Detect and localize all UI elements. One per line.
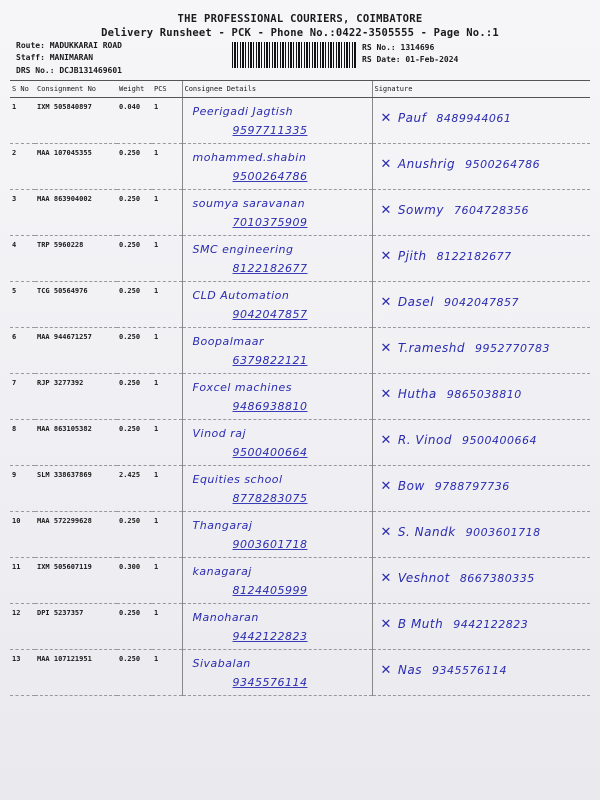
consignee-name: Vinod raj — [192, 427, 247, 440]
consignee-name: Thangaraj — [192, 519, 253, 532]
consignee-phone: 8778283075 — [232, 492, 308, 505]
drs-label: DRS No.: — [16, 66, 55, 75]
runsheet-title: Delivery Runsheet - PCK - Phone No.:0422-3505555 - Page No.:1 — [101, 27, 499, 39]
table-row — [10, 650, 590, 696]
cross-mark-icon: ✕ — [380, 203, 392, 218]
signature-scribble: Anushrig — [397, 157, 456, 171]
pcs-value: 1 — [152, 512, 182, 558]
weight-value: 0.250 — [117, 604, 152, 650]
consignee-name: Peerigadi Jagtish — [192, 105, 294, 118]
consignee-phone: 9003601718 — [232, 538, 308, 551]
signature-cell — [372, 512, 590, 558]
consignee-phone: 8124405999 — [232, 584, 308, 597]
rs-date-value: 01-Feb-2024 — [405, 55, 459, 64]
table-row — [10, 466, 590, 512]
serial-number: 5 — [10, 282, 35, 328]
cross-mark-icon: ✕ — [380, 295, 392, 310]
consignee-details — [182, 236, 372, 282]
consignee-phone: 8122182677 — [232, 262, 308, 275]
cross-mark-icon: ✕ — [380, 249, 392, 264]
pcs-value: 1 — [152, 558, 182, 604]
rs-no-line — [362, 43, 434, 52]
pcs-value: 1 — [152, 98, 182, 144]
signature — [381, 295, 589, 310]
signature — [381, 387, 589, 402]
consignee-details — [182, 420, 372, 466]
weight-value: 0.250 — [117, 282, 152, 328]
consignee-details — [182, 328, 372, 374]
consignee-name: Manoharan — [192, 611, 259, 624]
consignee-phone: 9042047857 — [232, 308, 308, 321]
consignee-details — [182, 190, 372, 236]
cross-mark-icon: ✕ — [380, 387, 392, 402]
receiver-phone: 8667380335 — [459, 572, 535, 585]
table-row — [10, 190, 590, 236]
consignee-details — [182, 558, 372, 604]
consignment-number: DPI 5237357 — [35, 604, 117, 650]
signature — [381, 571, 589, 586]
serial-number: 10 — [10, 512, 35, 558]
signature — [381, 157, 589, 172]
col-consignee-header: Consignee Details — [182, 81, 372, 98]
serial-number: 2 — [10, 144, 35, 190]
consignment-number: IXM 505607119 — [35, 558, 117, 604]
barcode-image — [232, 42, 356, 68]
signature — [381, 617, 589, 632]
pcs-value: 1 — [152, 282, 182, 328]
signature — [381, 203, 589, 218]
signature-scribble: Nas — [397, 663, 422, 677]
receiver-phone: 9865038810 — [446, 388, 522, 401]
table-body — [10, 98, 590, 696]
consignment-number: MAA 572299628 — [35, 512, 117, 558]
consignment-number: RJP 3277392 — [35, 374, 117, 420]
consignee-phone: 6379822121 — [232, 354, 308, 367]
consignee-name: soumya saravanan — [192, 197, 306, 210]
pcs-value: 1 — [152, 236, 182, 282]
consignment-number: MAA 107121951 — [35, 650, 117, 696]
pcs-value: 1 — [152, 466, 182, 512]
route-value: MADUKKARAI ROAD — [49, 41, 122, 50]
rs-no-label: RS No.: — [362, 43, 396, 52]
consignee-phone: 9486938810 — [232, 400, 308, 413]
rs-date-label: RS Date: — [362, 55, 401, 64]
table-row — [10, 282, 590, 328]
staff-line — [16, 53, 93, 62]
signature — [381, 111, 589, 126]
consignee-name: Foxcel machines — [192, 381, 292, 394]
signature-scribble: Sowmy — [397, 203, 444, 217]
pcs-value: 1 — [152, 650, 182, 696]
consignment-number: MAA 107045355 — [35, 144, 117, 190]
signature-cell — [372, 282, 590, 328]
serial-number: 3 — [10, 190, 35, 236]
pcs-value: 1 — [152, 190, 182, 236]
signature-scribble: Veshnot — [397, 571, 450, 585]
rs-date-line — [362, 55, 458, 64]
drs-line — [16, 66, 122, 75]
signature — [381, 433, 589, 448]
consignment-number: MAA 863904002 — [35, 190, 117, 236]
consignee-phone: 9500400664 — [232, 446, 308, 459]
rs-no-value: 1314696 — [400, 43, 435, 52]
col-sno-header: S No — [10, 81, 35, 98]
signature — [381, 525, 589, 540]
consignee-details — [182, 374, 372, 420]
signature-scribble: Hutha — [397, 387, 437, 401]
receiver-phone: 9442122823 — [453, 618, 529, 631]
consignee-name: Equities school — [192, 473, 283, 486]
consignee-details — [182, 604, 372, 650]
staff-value: MANIMARAN — [49, 53, 94, 62]
consignee-details — [182, 512, 372, 558]
signature-scribble: T.rameshd — [397, 341, 465, 355]
serial-number: 11 — [10, 558, 35, 604]
signature-cell — [372, 466, 590, 512]
cross-mark-icon: ✕ — [380, 111, 392, 126]
consignee-name: SMC engineering — [192, 243, 294, 256]
consignee-name: CLD Automation — [192, 289, 290, 302]
pcs-value: 1 — [152, 328, 182, 374]
table-header — [10, 81, 590, 98]
table-row — [10, 604, 590, 650]
weight-value: 0.250 — [117, 420, 152, 466]
serial-number: 9 — [10, 466, 35, 512]
col-consignment-header: Consignment No — [35, 81, 117, 98]
table-row — [10, 420, 590, 466]
signature — [381, 479, 589, 494]
staff-label: Staff: — [16, 53, 45, 62]
table-row — [10, 558, 590, 604]
serial-number: 8 — [10, 420, 35, 466]
serial-number: 13 — [10, 650, 35, 696]
weight-value: 0.250 — [117, 512, 152, 558]
table-row — [10, 144, 590, 190]
signature-scribble: Pauf — [397, 111, 427, 125]
consignee-name: Boopalmaar — [192, 335, 265, 348]
cross-mark-icon: ✕ — [380, 479, 392, 494]
weight-value: 2.425 — [117, 466, 152, 512]
signature — [381, 341, 589, 356]
signature-cell — [372, 374, 590, 420]
signature-scribble: Dasel — [397, 295, 434, 309]
table-row — [10, 328, 590, 374]
consignee-details — [182, 144, 372, 190]
serial-number: 6 — [10, 328, 35, 374]
receiver-phone: 9003601718 — [465, 526, 541, 539]
signature-cell — [372, 558, 590, 604]
consignment-number: TRP 5960228 — [35, 236, 117, 282]
pcs-value: 1 — [152, 144, 182, 190]
serial-number: 7 — [10, 374, 35, 420]
consignee-name: Sivabalan — [192, 657, 251, 670]
route-line — [16, 41, 122, 50]
signature-cell — [372, 604, 590, 650]
consignment-number: MAA 944671257 — [35, 328, 117, 374]
signature-scribble: Bow — [397, 479, 425, 493]
pcs-value: 1 — [152, 604, 182, 650]
receiver-phone: 9042047857 — [443, 296, 519, 309]
drs-value: DCJB131469601 — [59, 66, 122, 75]
consignment-number: TCG 50564976 — [35, 282, 117, 328]
cross-mark-icon: ✕ — [380, 433, 392, 448]
table-row — [10, 374, 590, 420]
receiver-phone: 7604728356 — [453, 204, 529, 217]
weight-value: 0.250 — [117, 374, 152, 420]
consignee-details — [182, 650, 372, 696]
serial-number: 1 — [10, 98, 35, 144]
signature-cell — [372, 650, 590, 696]
consignee-name: mohammed.shabin — [192, 151, 307, 164]
weight-value: 0.250 — [117, 190, 152, 236]
weight-value: 0.040 — [117, 98, 152, 144]
pcs-value: 1 — [152, 420, 182, 466]
cross-mark-icon: ✕ — [380, 617, 392, 632]
consignee-name: kanagaraj — [192, 565, 252, 578]
consignee-phone: 7010375909 — [232, 216, 308, 229]
signature — [381, 663, 589, 678]
consignee-phone: 9442122823 — [232, 630, 308, 643]
weight-value: 0.300 — [117, 558, 152, 604]
receiver-phone: 9345576114 — [432, 664, 507, 677]
signature-cell — [372, 236, 590, 282]
weight-value: 0.250 — [117, 236, 152, 282]
col-weight-header: Weight — [117, 81, 152, 98]
table-row — [10, 98, 590, 144]
signature-cell — [372, 420, 590, 466]
col-pcs-header: PCS — [152, 81, 182, 98]
weight-value: 0.250 — [117, 328, 152, 374]
signature-scribble: Pjith — [397, 249, 427, 263]
signature-scribble: S. Nandk — [397, 525, 456, 539]
consignee-phone: 9597711335 — [232, 124, 308, 137]
signature-cell — [372, 98, 590, 144]
signature — [381, 249, 589, 264]
receiver-phone: 9952770783 — [474, 342, 550, 355]
pcs-value: 1 — [152, 374, 182, 420]
receiver-phone: 8489944061 — [436, 112, 512, 125]
signature-cell — [372, 144, 590, 190]
route-label: Route: — [16, 41, 45, 50]
company-name: THE PROFESSIONAL COURIERS, COIMBATORE — [177, 13, 423, 25]
consignment-number: IXM 505840897 — [35, 98, 117, 144]
signature-scribble: B Muth — [397, 617, 444, 631]
consignee-phone: 9500264786 — [232, 170, 308, 183]
consignee-details — [182, 466, 372, 512]
table-row — [10, 236, 590, 282]
cross-mark-icon: ✕ — [380, 341, 392, 356]
consignee-details — [182, 282, 372, 328]
serial-number: 12 — [10, 604, 35, 650]
serial-number: 4 — [10, 236, 35, 282]
receiver-phone: 9500264786 — [465, 158, 541, 171]
consignee-phone: 9345576114 — [232, 676, 308, 689]
cross-mark-icon: ✕ — [380, 525, 392, 540]
signature-cell — [372, 328, 590, 374]
cross-mark-icon: ✕ — [380, 571, 392, 586]
receiver-phone: 8122182677 — [436, 250, 512, 263]
cross-mark-icon: ✕ — [380, 663, 392, 678]
col-signature-header: Signature — [372, 81, 590, 98]
signature-scribble: R. Vinod — [397, 433, 452, 447]
receiver-phone: 9500400664 — [461, 434, 537, 447]
delivery-table — [10, 80, 590, 696]
weight-value: 0.250 — [117, 144, 152, 190]
table-row — [10, 512, 590, 558]
weight-value: 0.250 — [117, 650, 152, 696]
consignment-number: MAA 863105382 — [35, 420, 117, 466]
consignee-details — [182, 98, 372, 144]
signature-cell — [372, 190, 590, 236]
receiver-phone: 9788797736 — [434, 480, 510, 493]
consignment-number: SLM 338637869 — [35, 466, 117, 512]
cross-mark-icon: ✕ — [380, 157, 392, 172]
